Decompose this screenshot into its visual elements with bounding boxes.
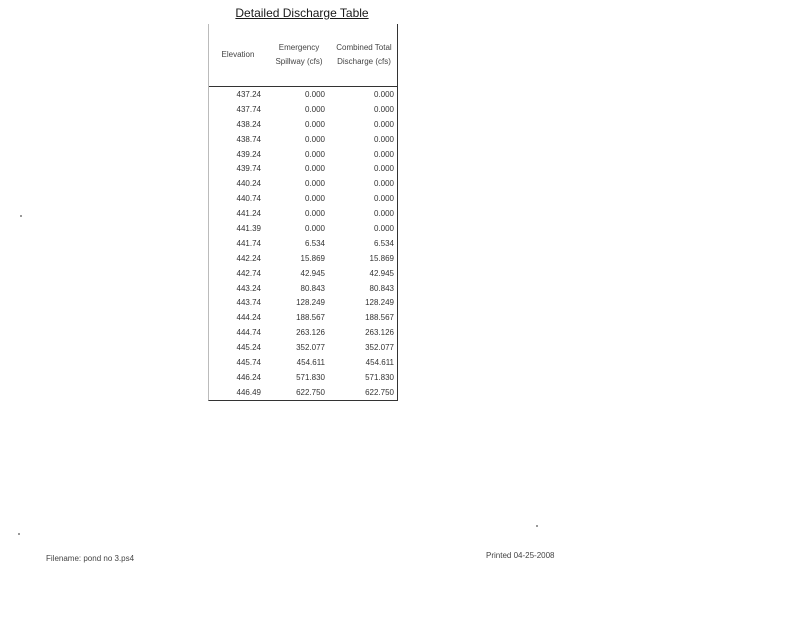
- cell-elevation: 442.74: [236, 268, 261, 278]
- table-row: [209, 295, 397, 310]
- cell-spillway: 0.000: [304, 89, 325, 99]
- header-combined-total: Combined Total Discharge (cfs): [336, 43, 392, 66]
- table-row: [209, 281, 397, 296]
- scan-speck: [536, 525, 538, 527]
- cell-total: 128.249: [365, 298, 394, 308]
- cell-spillway: 0.000: [304, 194, 325, 204]
- cell-total: 263.126: [365, 328, 394, 338]
- cell-total: 622.750: [365, 387, 394, 397]
- cell-elevation: 445.24: [236, 343, 261, 353]
- cell-total: 15.869: [369, 253, 394, 263]
- cell-total: 0.000: [373, 134, 394, 144]
- cell-elevation: 440.24: [236, 179, 261, 189]
- footer-printed-date: Printed 04-25-2008: [486, 551, 555, 560]
- cell-elevation: 437.24: [236, 89, 261, 99]
- cell-elevation: 441.24: [236, 209, 261, 219]
- cell-spillway: 0.000: [304, 209, 325, 219]
- table-row: [209, 221, 397, 236]
- cell-elevation: 437.74: [236, 104, 261, 114]
- cell-elevation: 446.24: [236, 372, 261, 382]
- footer-filename: Filename: pond no 3.ps4: [46, 554, 135, 563]
- table-row: [209, 325, 397, 340]
- cell-total: 352.077: [365, 343, 394, 353]
- cell-total: 0.000: [373, 223, 394, 233]
- table-row: [209, 206, 397, 221]
- cell-elevation: 441.39: [236, 223, 261, 233]
- discharge-table: [208, 24, 398, 401]
- cell-total: 0.000: [373, 119, 394, 129]
- cell-elevation: 442.24: [236, 253, 261, 263]
- cell-elevation: 439.24: [236, 149, 261, 159]
- cell-total: 454.611: [365, 357, 394, 367]
- cell-total: 0.000: [373, 89, 394, 99]
- table-row: [209, 191, 397, 206]
- table-row: [209, 251, 397, 266]
- cell-spillway: 0.000: [304, 134, 325, 144]
- header-elevation: Elevation: [221, 50, 255, 59]
- table-title: Detailed Discharge Table: [235, 6, 369, 20]
- cell-elevation: 440.74: [236, 194, 261, 204]
- cell-spillway: 0.000: [304, 223, 325, 233]
- scan-speck: [18, 533, 20, 535]
- cell-spillway: 0.000: [304, 119, 325, 129]
- cell-elevation: 444.74: [236, 328, 261, 338]
- cell-spillway: 0.000: [304, 149, 325, 159]
- cell-total: 80.843: [369, 283, 394, 293]
- table-row: [209, 385, 397, 400]
- cell-spillway: 0.000: [304, 179, 325, 189]
- cell-spillway: 6.534: [304, 238, 325, 248]
- header-emergency-spillway: Emergency Spillway (cfs): [275, 43, 323, 66]
- table-row: [209, 340, 397, 355]
- table-row: [209, 236, 397, 251]
- cell-spillway: 15.869: [300, 253, 325, 263]
- cell-spillway: 0.000: [304, 104, 325, 114]
- table-body: [209, 87, 397, 400]
- cell-spillway: 128.249: [296, 298, 325, 308]
- cell-elevation: 439.74: [236, 164, 261, 174]
- table-row: [209, 176, 397, 191]
- cell-elevation: 446.49: [236, 387, 261, 397]
- table-row: [209, 87, 397, 102]
- cell-total: 0.000: [373, 149, 394, 159]
- cell-elevation: 445.74: [236, 357, 261, 367]
- cell-total: 42.945: [369, 268, 394, 278]
- cell-total: 0.000: [373, 164, 394, 174]
- cell-spillway: 80.843: [300, 283, 325, 293]
- cell-spillway: 263.126: [296, 328, 325, 338]
- table-row: [209, 117, 397, 132]
- scan-speck: [20, 215, 22, 217]
- cell-spillway: 352.077: [296, 343, 325, 353]
- cell-spillway: 42.945: [300, 268, 325, 278]
- cell-total: 188.567: [365, 313, 394, 323]
- table-row: [209, 370, 397, 385]
- table-row: [209, 132, 397, 147]
- cell-total: 0.000: [373, 194, 394, 204]
- table-row: [209, 102, 397, 117]
- table-row: [209, 310, 397, 325]
- cell-elevation: 441.74: [236, 238, 261, 248]
- cell-elevation: 444.24: [236, 313, 261, 323]
- cell-total: 571.830: [365, 372, 394, 382]
- table-row: [209, 147, 397, 162]
- cell-spillway: 188.567: [296, 313, 325, 323]
- cell-elevation: 438.24: [236, 119, 261, 129]
- cell-total: 6.534: [373, 238, 394, 248]
- table-row: [209, 355, 397, 370]
- cell-total: 0.000: [373, 179, 394, 189]
- cell-elevation: 438.74: [236, 134, 261, 144]
- cell-elevation: 443.24: [236, 283, 261, 293]
- cell-spillway: 622.750: [296, 387, 325, 397]
- cell-total: 0.000: [373, 104, 394, 114]
- cell-spillway: 454.611: [296, 357, 325, 367]
- cell-spillway: 571.830: [296, 372, 325, 382]
- cell-elevation: 443.74: [236, 298, 261, 308]
- cell-total: 0.000: [373, 209, 394, 219]
- table-row: [209, 266, 397, 281]
- table-header: [209, 24, 397, 87]
- cell-spillway: 0.000: [304, 164, 325, 174]
- table-row: [209, 161, 397, 176]
